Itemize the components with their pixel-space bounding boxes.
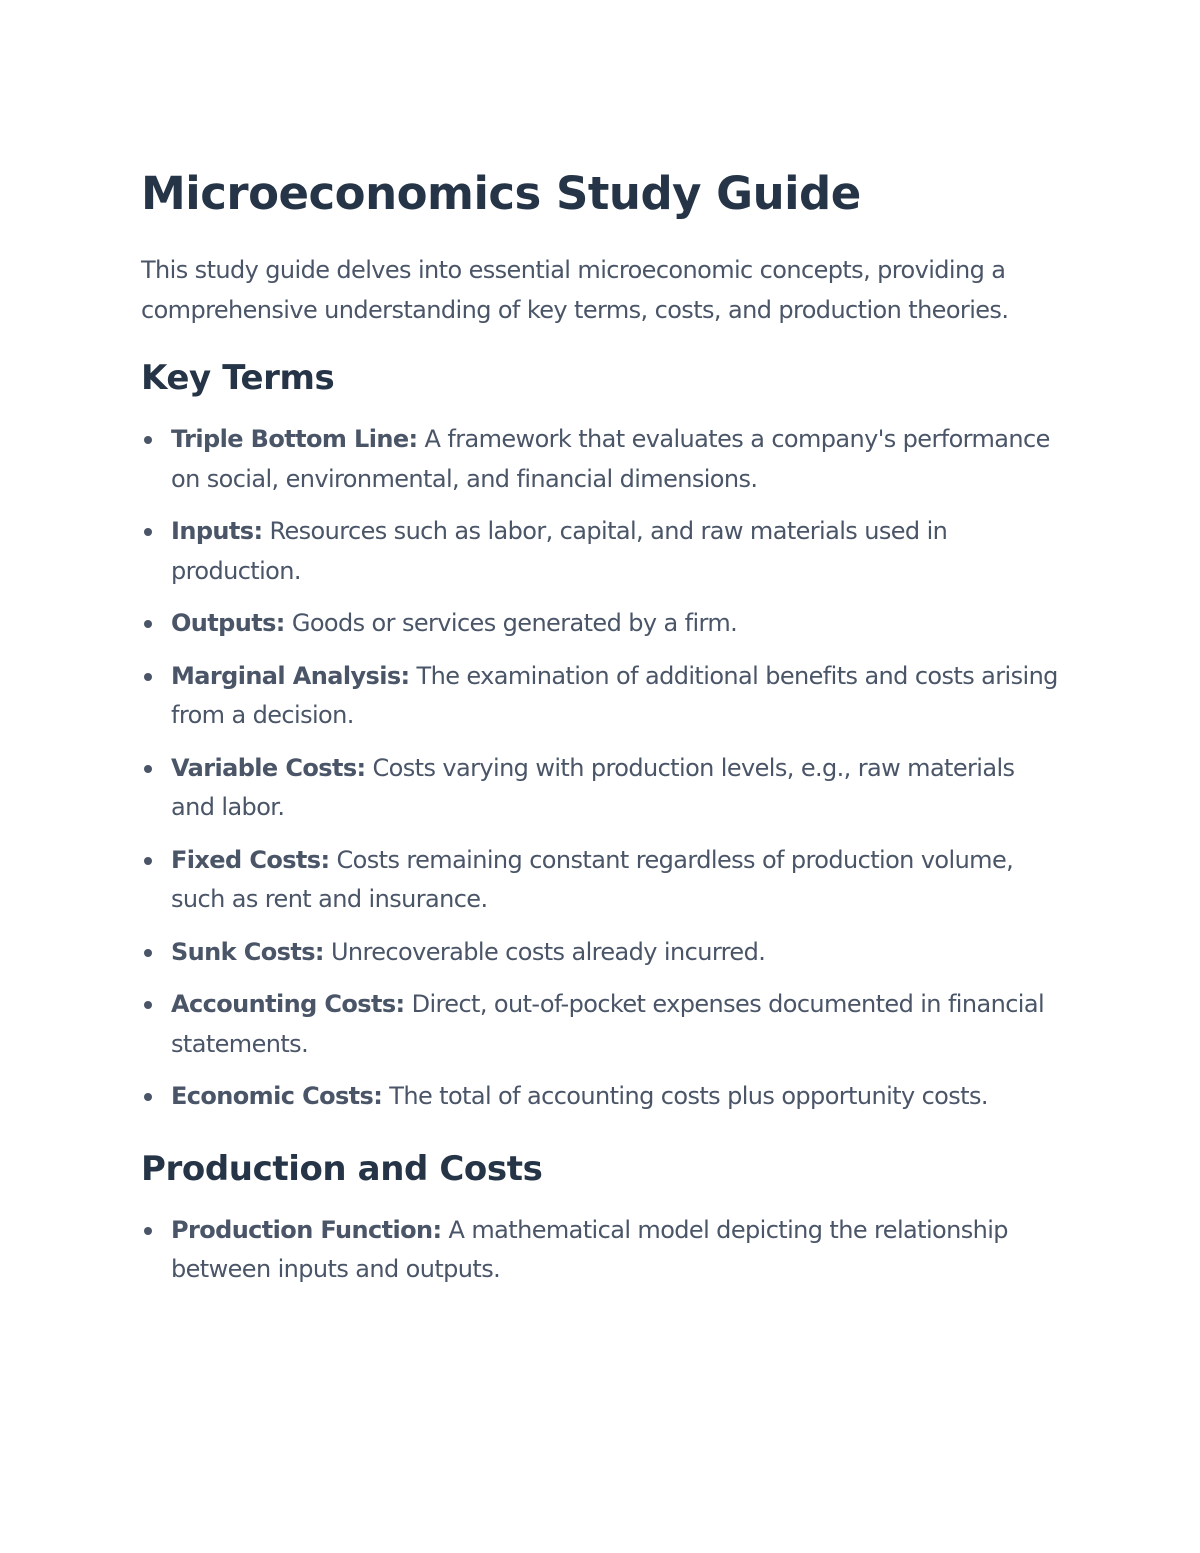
list-item [141, 841, 1061, 920]
term-definition: Goods or services generated by a firm. [284, 609, 738, 637]
term-definition: Resources such as labor, capital, and raw materials used in production. [171, 517, 948, 585]
term-label: Fixed Costs: [171, 845, 330, 874]
term-label: Marginal Analysis: [171, 661, 410, 690]
list-item [141, 933, 1061, 973]
list-item [141, 512, 1061, 591]
production-costs-heading: Production and Costs [141, 1148, 543, 1189]
term-label: Accounting Costs: [171, 990, 405, 1018]
list-item [141, 1211, 1061, 1290]
term-label: Economic Costs: [171, 1082, 383, 1110]
bullet-icon [144, 765, 152, 773]
bullet-icon [144, 436, 152, 444]
bullet-icon [144, 949, 152, 957]
list-item [141, 604, 1061, 644]
bullet-icon [144, 1227, 152, 1235]
bullet-icon [144, 528, 152, 536]
term-definition: The total of accounting costs plus opportunity costs. [382, 1082, 988, 1110]
list-item [141, 420, 1061, 499]
term-label: Inputs: [171, 517, 263, 545]
term-definition: Costs varying with production levels, e.g., raw materials and labor. [171, 753, 1015, 821]
key-terms-list [141, 420, 1061, 1117]
term-definition: A mathematical model depicting the relationship between inputs and outputs. [171, 1215, 1008, 1283]
term-label: Outputs: [171, 609, 285, 637]
term-definition: Unrecoverable costs already incurred. [323, 937, 766, 966]
term-definition: A framework that evaluates a company's performance on social, environmental, and financial dimensions. [171, 425, 1050, 493]
list-item [141, 749, 1061, 828]
term-definition: The examination of additional benefits and costs arising from a decision. [171, 661, 1058, 729]
term-definition: Direct, out-of-pocket expenses documented in financial statements. [171, 990, 1045, 1058]
term-label: Production Function: [171, 1215, 442, 1244]
bullet-icon [144, 857, 152, 865]
term-definition: Costs remaining constant regardless of production volume, such as rent and insurance. [171, 845, 1014, 913]
key-terms-heading: Key Terms [141, 358, 335, 398]
list-item [141, 1077, 1061, 1117]
document-page [141, 166, 1061, 1290]
term-label: Triple Bottom Line: [171, 425, 418, 453]
intro-paragraph: This study guide delves into essential microeconomic concepts, providing a comprehensive understanding of key terms, costs, and production theories. [141, 256, 1009, 324]
production-costs-list [141, 1211, 1061, 1290]
bullet-icon [144, 620, 152, 628]
term-label: Variable Costs: [171, 753, 366, 782]
list-item [141, 657, 1061, 736]
bullet-icon [144, 673, 152, 681]
bullet-icon [144, 1001, 152, 1009]
bullet-icon [144, 1093, 152, 1101]
list-item [141, 985, 1061, 1064]
term-label: Sunk Costs: [171, 937, 324, 966]
page-title: Microeconomics Study Guide [141, 167, 861, 220]
